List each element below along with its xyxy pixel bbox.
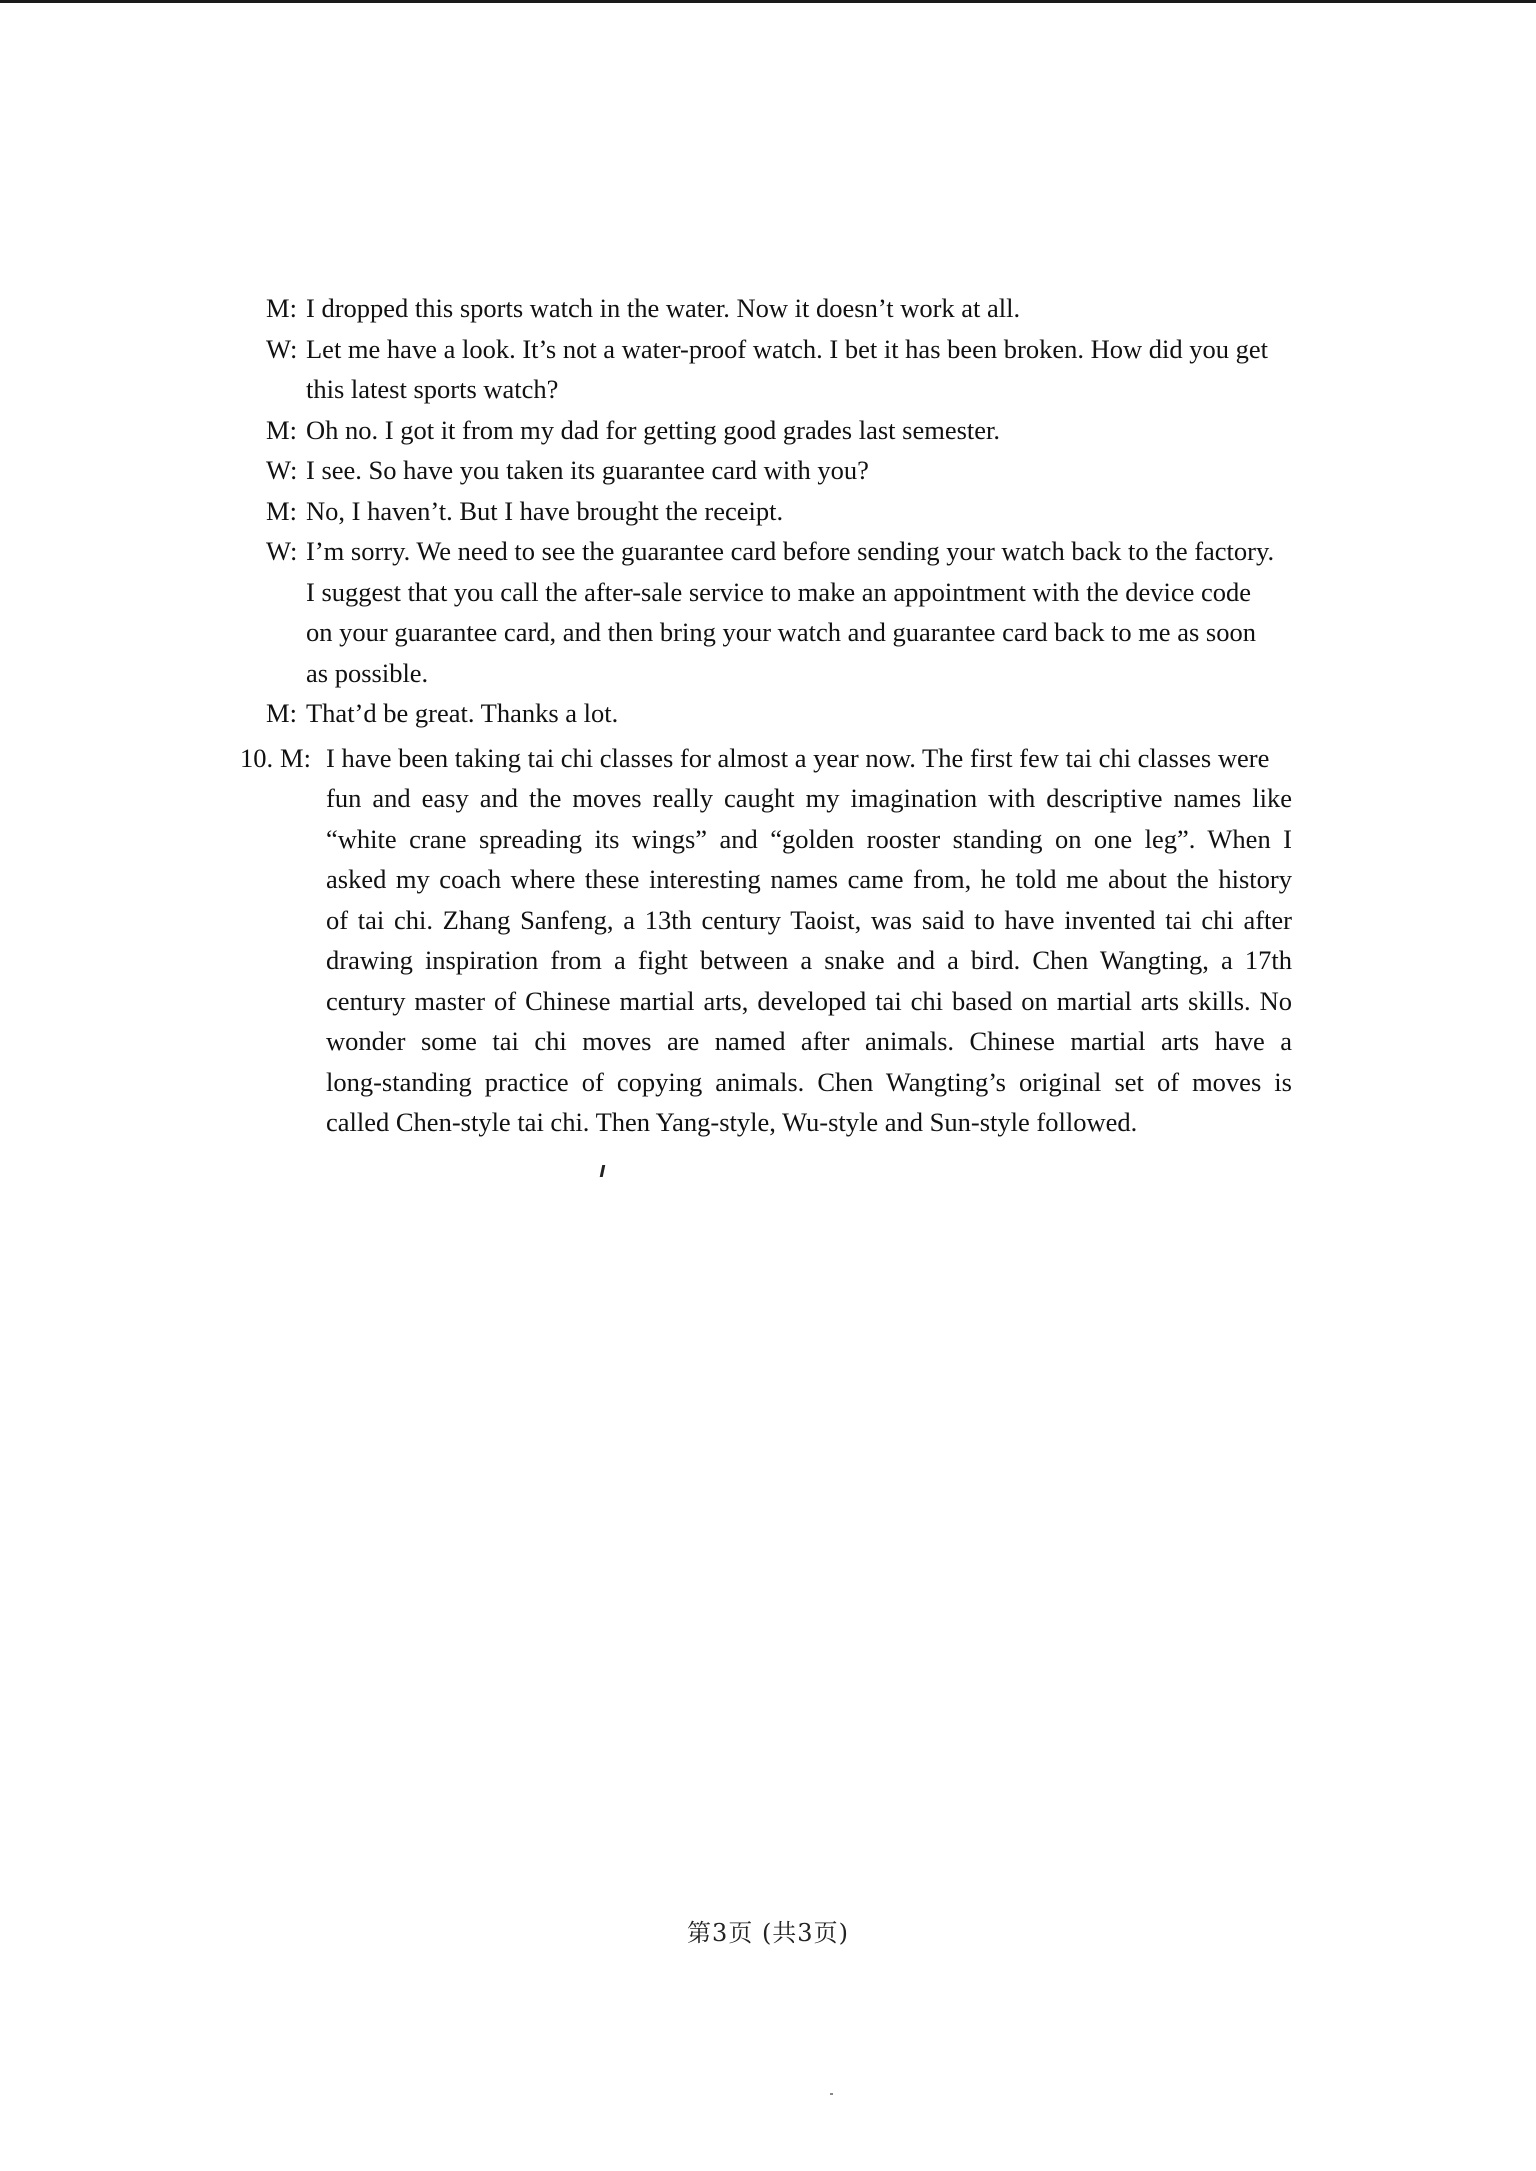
dialogue-line — [266, 491, 1296, 532]
monologue-paragraph — [326, 778, 1292, 1143]
monologue-line: drawing inspiration from a fight between a snake and a bird. Chen Wangting, a 17th — [326, 945, 1292, 975]
dialogue-text: That’d be great. Thanks a lot. — [306, 698, 619, 728]
monologue-line: I have been taking tai chi classes for almost a year now. The first few tai chi classes were — [326, 742, 1270, 773]
speaker-label: M: — [266, 414, 297, 445]
speaker-label: W: — [266, 536, 298, 566]
dialogue-continuation — [266, 572, 1296, 613]
scan-speck — [830, 2093, 833, 2095]
dialogue-text: I see. So have you taken its guarantee card with you? — [306, 455, 869, 485]
speaker-label: M: — [266, 698, 297, 728]
transcript-body — [240, 288, 1296, 1143]
dialogue-text: Oh no. I got it from my dad for getting good grades last semester. — [306, 414, 1001, 445]
speaker-label: M: — [280, 742, 311, 773]
dialogue-text: I dropped this sports watch in the water. Now it doesn’t work at all. — [306, 293, 1021, 323]
dialogue-continuation — [266, 369, 1296, 410]
dialogue-text: I suggest that you call the after-sale service to make an appointment with the device code — [306, 576, 1252, 607]
dialogue-text: Let me have a look. It’s not a water-proof watch. I bet it has been broken. How did you get — [306, 333, 1269, 364]
speaker-label: W: — [266, 455, 298, 485]
dialogue-line — [266, 531, 1296, 572]
dialogue-continuation — [266, 653, 1296, 694]
monologue-line: called Chen-style tai chi. Then Yang-style, Wu-style and Sun-style followed. — [326, 1107, 1138, 1137]
speaker-label: M: — [266, 495, 297, 526]
dialogue-text: I’m sorry. We need to see the guarantee card before sending your watch back to the factory. — [306, 536, 1275, 566]
dialogue-continuation — [266, 612, 1296, 653]
dialogue-line — [266, 450, 1296, 491]
monologue-line: century master of Chinese martial arts, developed tai chi based on martial arts skills. No — [326, 985, 1292, 1016]
dialogue-text: this latest sports watch? — [306, 374, 559, 404]
dialogue-text: as possible. — [306, 657, 429, 688]
dialogue-line — [266, 693, 1296, 734]
monologue-line: fun and easy and the moves really caught my imagination with descriptive names like — [326, 783, 1292, 813]
speaker-label: M: — [266, 293, 297, 323]
monologue-line: wonder some tai chi moves are named after animals. Chinese martial arts have a — [326, 1026, 1292, 1056]
dialogue-line — [266, 288, 1296, 329]
monologue-line: of tai chi. Zhang Sanfeng, a 13th century Taoist, was said to have invented tai chi after — [326, 904, 1292, 935]
question-10 — [240, 738, 1296, 779]
top-border-line — [0, 0, 1536, 3]
question-number: 10. — [240, 742, 274, 773]
dialogue-text: No, I haven’t. But I have brought the receipt. — [306, 495, 784, 526]
monologue-line: “white crane spreading its wings” and “golden rooster standing on one leg”. When I — [326, 823, 1292, 854]
dialogue-text: on your guarantee card, and then bring your watch and guarantee card back to me as soon — [306, 617, 1256, 647]
dialogue-line — [266, 410, 1296, 451]
stray-ink-mark — [600, 1165, 606, 1177]
dialogue-line — [266, 329, 1296, 370]
speaker-label: W: — [266, 333, 298, 364]
page-footer: 第3页 (共3页) — [687, 1919, 849, 1947]
monologue-line: long-standing practice of copying animals. Chen Wangting’s original set of moves is — [326, 1066, 1292, 1097]
monologue-line: asked my coach where these interesting names came from, he told me about the history — [326, 864, 1292, 894]
